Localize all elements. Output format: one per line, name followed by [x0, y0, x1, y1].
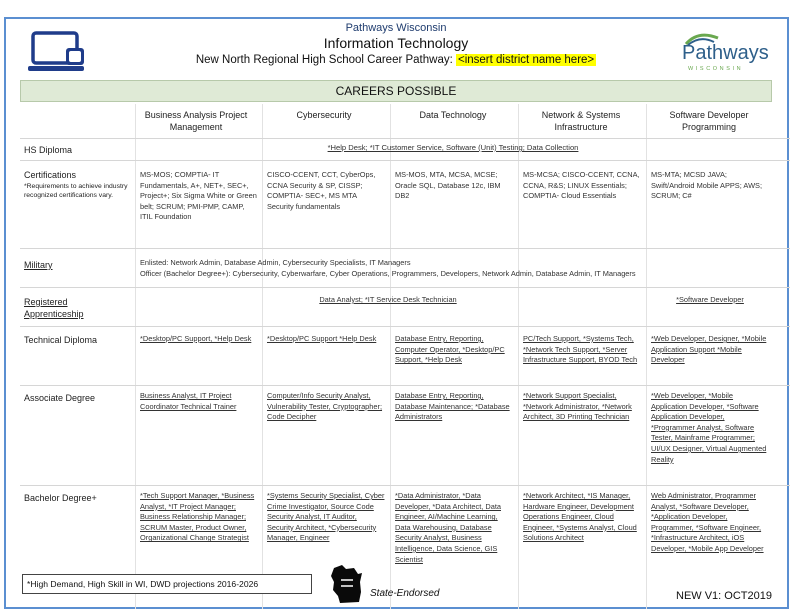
bach-data[interactable]: *Data Administrator, *Data Developer, *Data Architect, Data Engineer, AI/Machine Learning, Data Warehousing, Database Security Analyst, Business Intelligence, Data Science, GIS Scientist: [395, 491, 501, 564]
tech-network[interactable]: PC/Tech Support, *Systems Tech, *Network Tech Support, *Server Infrastructure Support, BYOD Tech: [523, 334, 638, 365]
assoc-software[interactable]: *Web Developer, *Mobile Application Developer, *Software Application Developer, *Programmer Analyst, Software Tester, Mainframe Programmer; UI/UX Designer, Virtual Augmented Reality: [651, 391, 767, 464]
tech-business[interactable]: *Desktop/PC Support, *Help Desk: [140, 334, 252, 343]
col-header-software: Software Developer Programming: [669, 110, 749, 132]
laptop-icon: [26, 30, 88, 79]
logo-subtext: WISCONSIN: [688, 66, 744, 72]
row-label-military[interactable]: Military: [24, 260, 53, 270]
pathways-logo: [682, 32, 772, 76]
subtitle: [0, 54, 792, 66]
col-header-network: Network & Systems Infrastructure: [541, 110, 621, 132]
cert-software: MS-MTA; MCSD JAVA; Swift/Android Mobile APPS; AWS; SCRUM; C#: [651, 170, 763, 201]
cert-network: MS-MCSA; CISCO-CCENT, CCNA, CCNA, R&S; LINUX Essentials; COMPTIA- Cloud Essentials: [523, 170, 640, 201]
col-separator: [390, 104, 391, 609]
row-label-certifications: Certifications: [24, 170, 77, 180]
org-name: Pathways Wisconsin: [345, 22, 447, 34]
assoc-business[interactable]: Business Analyst, IT Project Coordinator Technical Trainer: [140, 391, 237, 411]
row-separator: [20, 138, 790, 139]
col-separator: [135, 104, 136, 609]
row-label-apprenticeship[interactable]: Registered Apprenticeship: [24, 297, 84, 319]
row-separator: [20, 385, 790, 386]
assoc-data[interactable]: Database Entry, Reporting, Database Maintenance; *Database Administrators: [395, 391, 510, 422]
bach-software[interactable]: Web Administrator, Programmer Analyst, *Software Developer, *Application Developer, Programmer, *Software Engineer, *Infrastructure Architect, iOS Developer, *Mobile App Developer: [651, 491, 764, 553]
row-separator: [20, 248, 790, 249]
col-header-business: Business Analysis Project Management: [144, 110, 248, 132]
col-separator: [262, 104, 263, 609]
tech-software[interactable]: *Web Developer, Designer, *Mobile Application Support *Mobile Developer: [651, 334, 767, 365]
col-header-data: Data Technology: [419, 110, 487, 120]
assoc-cybersecurity[interactable]: Computer/Info Security Analyst, Vulnerability Tester, Cryptographer; Code Decipher: [267, 391, 383, 422]
col-separator: [646, 104, 647, 609]
bach-network[interactable]: *Network Architect, *IS Manager, Hardware Engineer, Development Operations Engineer, Cloud Engineer, *Systems Analyst, Cloud Solutions Architect: [523, 491, 637, 543]
tech-cybersecurity[interactable]: *Desktop/PC Support *Help Desk: [267, 334, 377, 343]
district-placeholder[interactable]: <insert district name here>: [458, 54, 595, 66]
state-endorsed-label: State-Endorsed: [370, 588, 440, 599]
col-header-cybersecurity: Cybersecurity: [296, 110, 352, 120]
subtitle-text: New North Regional High School Career Pathway:: [195, 54, 453, 66]
careers-banner: CAREERS POSSIBLE: [20, 80, 772, 102]
demand-note: *High Demand, High Skill in WI, DWD projections 2016-2026: [27, 579, 259, 589]
bach-cybersecurity[interactable]: *Systems Security Specialist, Cyber Crime Investigator, Source Code Security Analyst, IT Auditor, Security Architect, *Cybersecurity Manager, Engineer: [267, 491, 385, 543]
row-label-technical: Technical Diploma: [24, 335, 98, 345]
military-enlisted: Enlisted: Network Admin, Database Admin, Cybersecurity Specialists, IT Managers: [140, 258, 411, 267]
hs-diploma-careers[interactable]: *Help Desk; *IT Customer Service, Software (Unit) Testing; Data Collection: [327, 143, 579, 152]
military-officer: Officer (Bachelor Degree+): Cybersecurity, Cyberwarfare, Cyber Operations, Programmers, Developers, Network Admin, Database Admin, IT Managers: [140, 269, 636, 278]
cert-cybersecurity: CISCO-CCENT, CCT, CyberOps, CCNA Security & SP, CISSP; COMPTIA- SEC+, MS MTA Security fundamentals: [267, 170, 376, 211]
assoc-network[interactable]: *Network Support Specialist, *Network Administrator, *Network Architect, 3D Printing Technician: [523, 391, 632, 422]
cert-data: MS-MOS, MTA, MCSA, MCSE; Oracle SQL, Database 12c, IBM DB2: [395, 170, 501, 201]
apprenticeship-software[interactable]: *Software Developer: [676, 295, 744, 304]
row-label-bachelor: Bachelor Degree+: [24, 493, 97, 503]
page-title: Information Technology: [323, 35, 469, 51]
row-separator: [20, 326, 790, 327]
certifications-note: *Requirements to achieve industry recognized certifications vary.: [24, 183, 128, 199]
version-label: NEW V1: OCT2019: [676, 590, 772, 602]
row-separator: [20, 287, 790, 288]
bach-business[interactable]: *Tech Support Manager, *Business Analyst, *IT Project Manager; Business Relationship Manager; SCRUM Master, Product Owner, Organizational Change Strategist: [140, 491, 255, 543]
apprenticeship-careers[interactable]: Data Analyst; *IT Service Desk Technician: [319, 295, 457, 304]
row-separator: [20, 485, 790, 486]
demand-note-box: [22, 574, 312, 594]
row-label-hs-diploma: HS Diploma: [24, 145, 73, 155]
col-separator: [518, 104, 519, 609]
row-separator: [20, 160, 790, 161]
logo-text: Pathways: [682, 42, 769, 64]
cert-business: MS-MOS; COMPTIA- IT Fundamentals, A+, NET+, SEC+, Project+; Six Sigma White or Green belt; SCRUM; PMI-PMP, CAMP, ITIL Foundation: [140, 170, 257, 222]
tech-data[interactable]: Database Entry, Reporting, Computer Operator, *Desktop/PC Support, *Help Desk: [395, 334, 505, 365]
wisconsin-map-icon: [328, 562, 368, 611]
row-label-associate: Associate Degree: [24, 393, 96, 403]
